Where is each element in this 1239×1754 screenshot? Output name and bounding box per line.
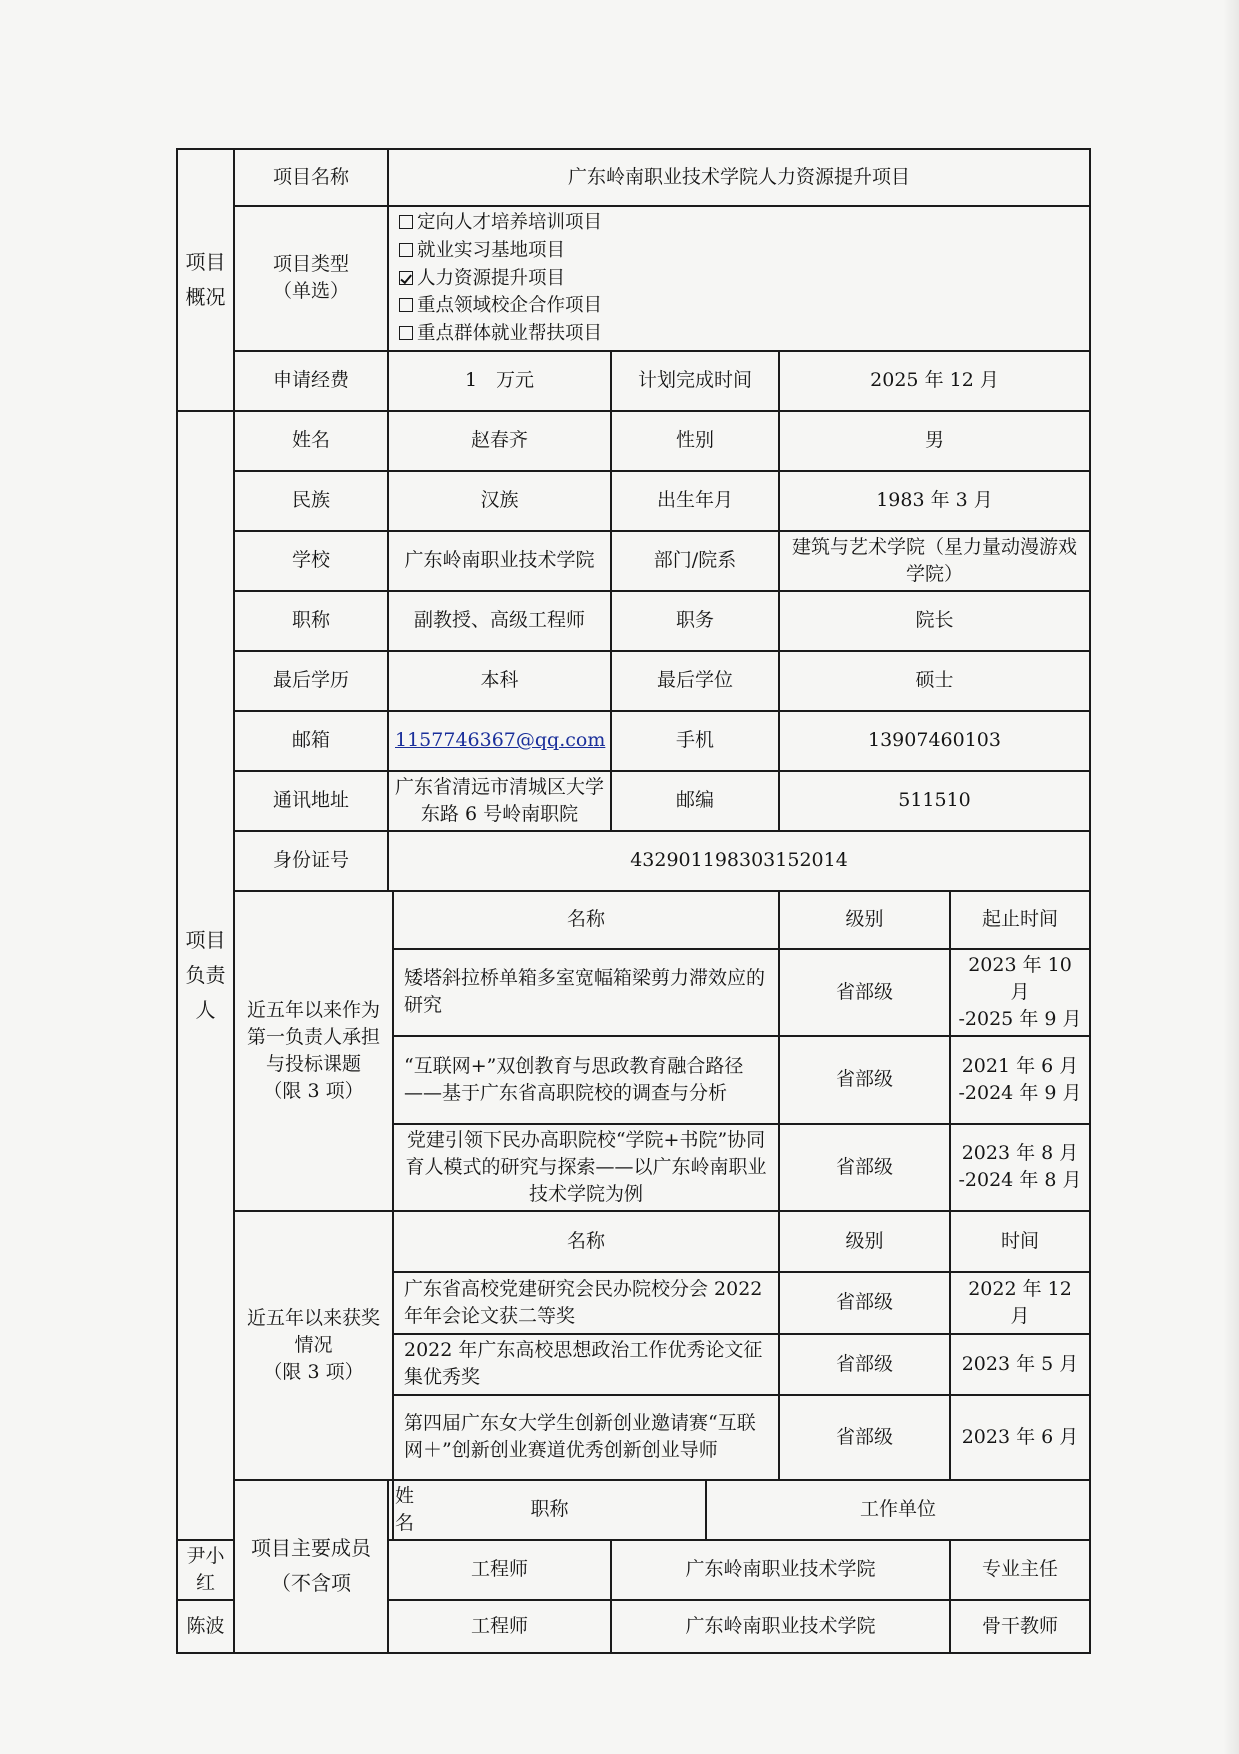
award-level: 省部级 [779, 1395, 950, 1480]
id-number-label: 身份证号 [234, 831, 388, 891]
position-value: 院长 [779, 591, 1090, 651]
member-title: 工程师 [388, 1600, 611, 1653]
project-level: 省部级 [779, 1036, 950, 1124]
awards-header-time: 时间 [950, 1211, 1090, 1272]
project-level: 省部级 [779, 1124, 950, 1211]
gender-label: 性别 [611, 411, 779, 471]
gender-value: 男 [779, 411, 1090, 471]
funding-value: 1 万元 [388, 351, 611, 411]
project-type-option[interactable]: 就业实习基地项目 [399, 237, 1083, 265]
education-value: 本科 [388, 651, 611, 711]
member-name: 尹小红 [177, 1540, 234, 1600]
member-unit: 广东岭南职业技术学院 [611, 1600, 950, 1653]
title-label: 职称 [234, 591, 388, 651]
award-name: 第四届广东女大学生创新创业邀请赛“互联网＋”创新创业赛道优秀创新创业导师 [393, 1395, 779, 1480]
project-type-option[interactable]: 重点领域校企合作项目 [399, 292, 1083, 320]
members-header-name: 姓名 [388, 1480, 393, 1540]
ethnicity-label: 民族 [234, 471, 388, 531]
completion-label: 计划完成时间 [611, 351, 779, 411]
project-type-label: 项目类型 （单选） [234, 206, 388, 351]
awards-header-name: 名称 [393, 1211, 779, 1272]
project-name: 矮塔斜拉桥单箱多室宽幅箱梁剪力滞效应的研究 [393, 949, 779, 1036]
email-label: 邮箱 [234, 711, 388, 771]
phone-value: 13907460103 [779, 711, 1090, 771]
id-number-value: 432901198303152014 [388, 831, 1090, 891]
application-form-table [176, 148, 1091, 1654]
project-period: 2023 年 8 月 -2024 年 8 月 [950, 1124, 1090, 1211]
award-time: 2023 年 5 月 [950, 1334, 1090, 1395]
email-value[interactable] [388, 711, 611, 771]
member-title: 工程师 [388, 1540, 611, 1600]
degree-value: 硕士 [779, 651, 1090, 711]
checkbox-icon [399, 326, 413, 340]
phone-label: 手机 [611, 711, 779, 771]
leader-name-label: 姓名 [234, 411, 388, 471]
award-name: 2022 年广东高校思想政治工作优秀论文征集优秀奖 [393, 1334, 779, 1395]
school-value: 广东岭南职业技术学院 [388, 531, 611, 591]
award-level: 省部级 [779, 1334, 950, 1395]
project-name-label: 项目名称 [234, 149, 388, 206]
member-name: 陈波 [177, 1600, 234, 1653]
project-name: “互联网+”双创教育与思政教育融合路径——基于广东省高职院校的调查与分析 [393, 1036, 779, 1124]
address-value: 广东省清远市清城区大学东路 6 号岭南职院 [388, 771, 611, 831]
project-period: 2021 年 6 月 -2024 年 9 月 [950, 1036, 1090, 1124]
leader-name-value: 赵春齐 [388, 411, 611, 471]
award-time: 2023 年 6 月 [950, 1395, 1090, 1480]
members-header-title: 职称 [393, 1480, 706, 1540]
school-label: 学校 [234, 531, 388, 591]
award-time: 2022 年 12 月 [950, 1272, 1090, 1334]
department-value: 建筑与艺术学院（星力量动漫游戏学院） [779, 531, 1090, 591]
awards-header-level: 级别 [779, 1211, 950, 1272]
completion-value: 2025 年 12 月 [779, 351, 1090, 411]
checkbox-icon [399, 243, 413, 257]
members-section-label: 项目主要成员（不含项 [234, 1480, 388, 1653]
birth-label: 出生年月 [611, 471, 779, 531]
department-label: 部门/院系 [611, 531, 779, 591]
address-label: 通讯地址 [234, 771, 388, 831]
projects-header-name: 名称 [393, 891, 779, 949]
award-name: 广东省高校党建研究会民办院校分会 2022 年年会论文获二等奖 [393, 1272, 779, 1334]
funding-label: 申请经费 [234, 351, 388, 411]
projects-label: 近五年以来作为第一负责人承担与投标课题 （限 3 项） [234, 891, 393, 1211]
checkbox-icon [399, 215, 413, 229]
overview-section-label: 项目概况 [177, 149, 234, 411]
members-header-unit: 工作单位 [706, 1480, 1090, 1540]
postcode-value: 511510 [779, 771, 1090, 831]
project-type-option[interactable]: 人力资源提升项目 [399, 265, 1083, 293]
award-level: 省部级 [779, 1272, 950, 1334]
project-level: 省部级 [779, 949, 950, 1036]
checkbox-icon [399, 298, 413, 312]
position-label: 职务 [611, 591, 779, 651]
member-role: 专业主任 [950, 1540, 1090, 1600]
degree-label: 最后学位 [611, 651, 779, 711]
scan-shadow [1223, 0, 1239, 1754]
project-type-option[interactable]: 定向人才培养培训项目 [399, 209, 1083, 237]
project-name-value: 广东岭南职业技术学院人力资源提升项目 [388, 149, 1090, 206]
education-label: 最后学历 [234, 651, 388, 711]
project-type-options [388, 206, 1090, 351]
member-role: 骨干教师 [950, 1600, 1090, 1653]
ethnicity-value: 汉族 [388, 471, 611, 531]
leader-section-label: 项目负责人 [177, 411, 234, 1540]
checked-checkbox-icon [399, 271, 413, 285]
awards-label: 近五年以来获奖情况 （限 3 项） [234, 1211, 393, 1480]
title-value: 副教授、高级工程师 [388, 591, 611, 651]
email-link[interactable]: 1157746367@qq.com [395, 729, 606, 752]
project-name: 党建引领下民办高职院校“学院+书院”协同育人模式的研究与探索——以广东岭南职业技术学院为例 [393, 1124, 779, 1211]
project-type-option[interactable]: 重点群体就业帮扶项目 [399, 320, 1083, 348]
project-period: 2023 年 10 月 -2025 年 9 月 [950, 949, 1090, 1036]
birth-value: 1983 年 3 月 [779, 471, 1090, 531]
member-unit: 广东岭南职业技术学院 [611, 1540, 950, 1600]
projects-header-level: 级别 [779, 891, 950, 949]
projects-header-period: 起止时间 [950, 891, 1090, 949]
postcode-label: 邮编 [611, 771, 779, 831]
